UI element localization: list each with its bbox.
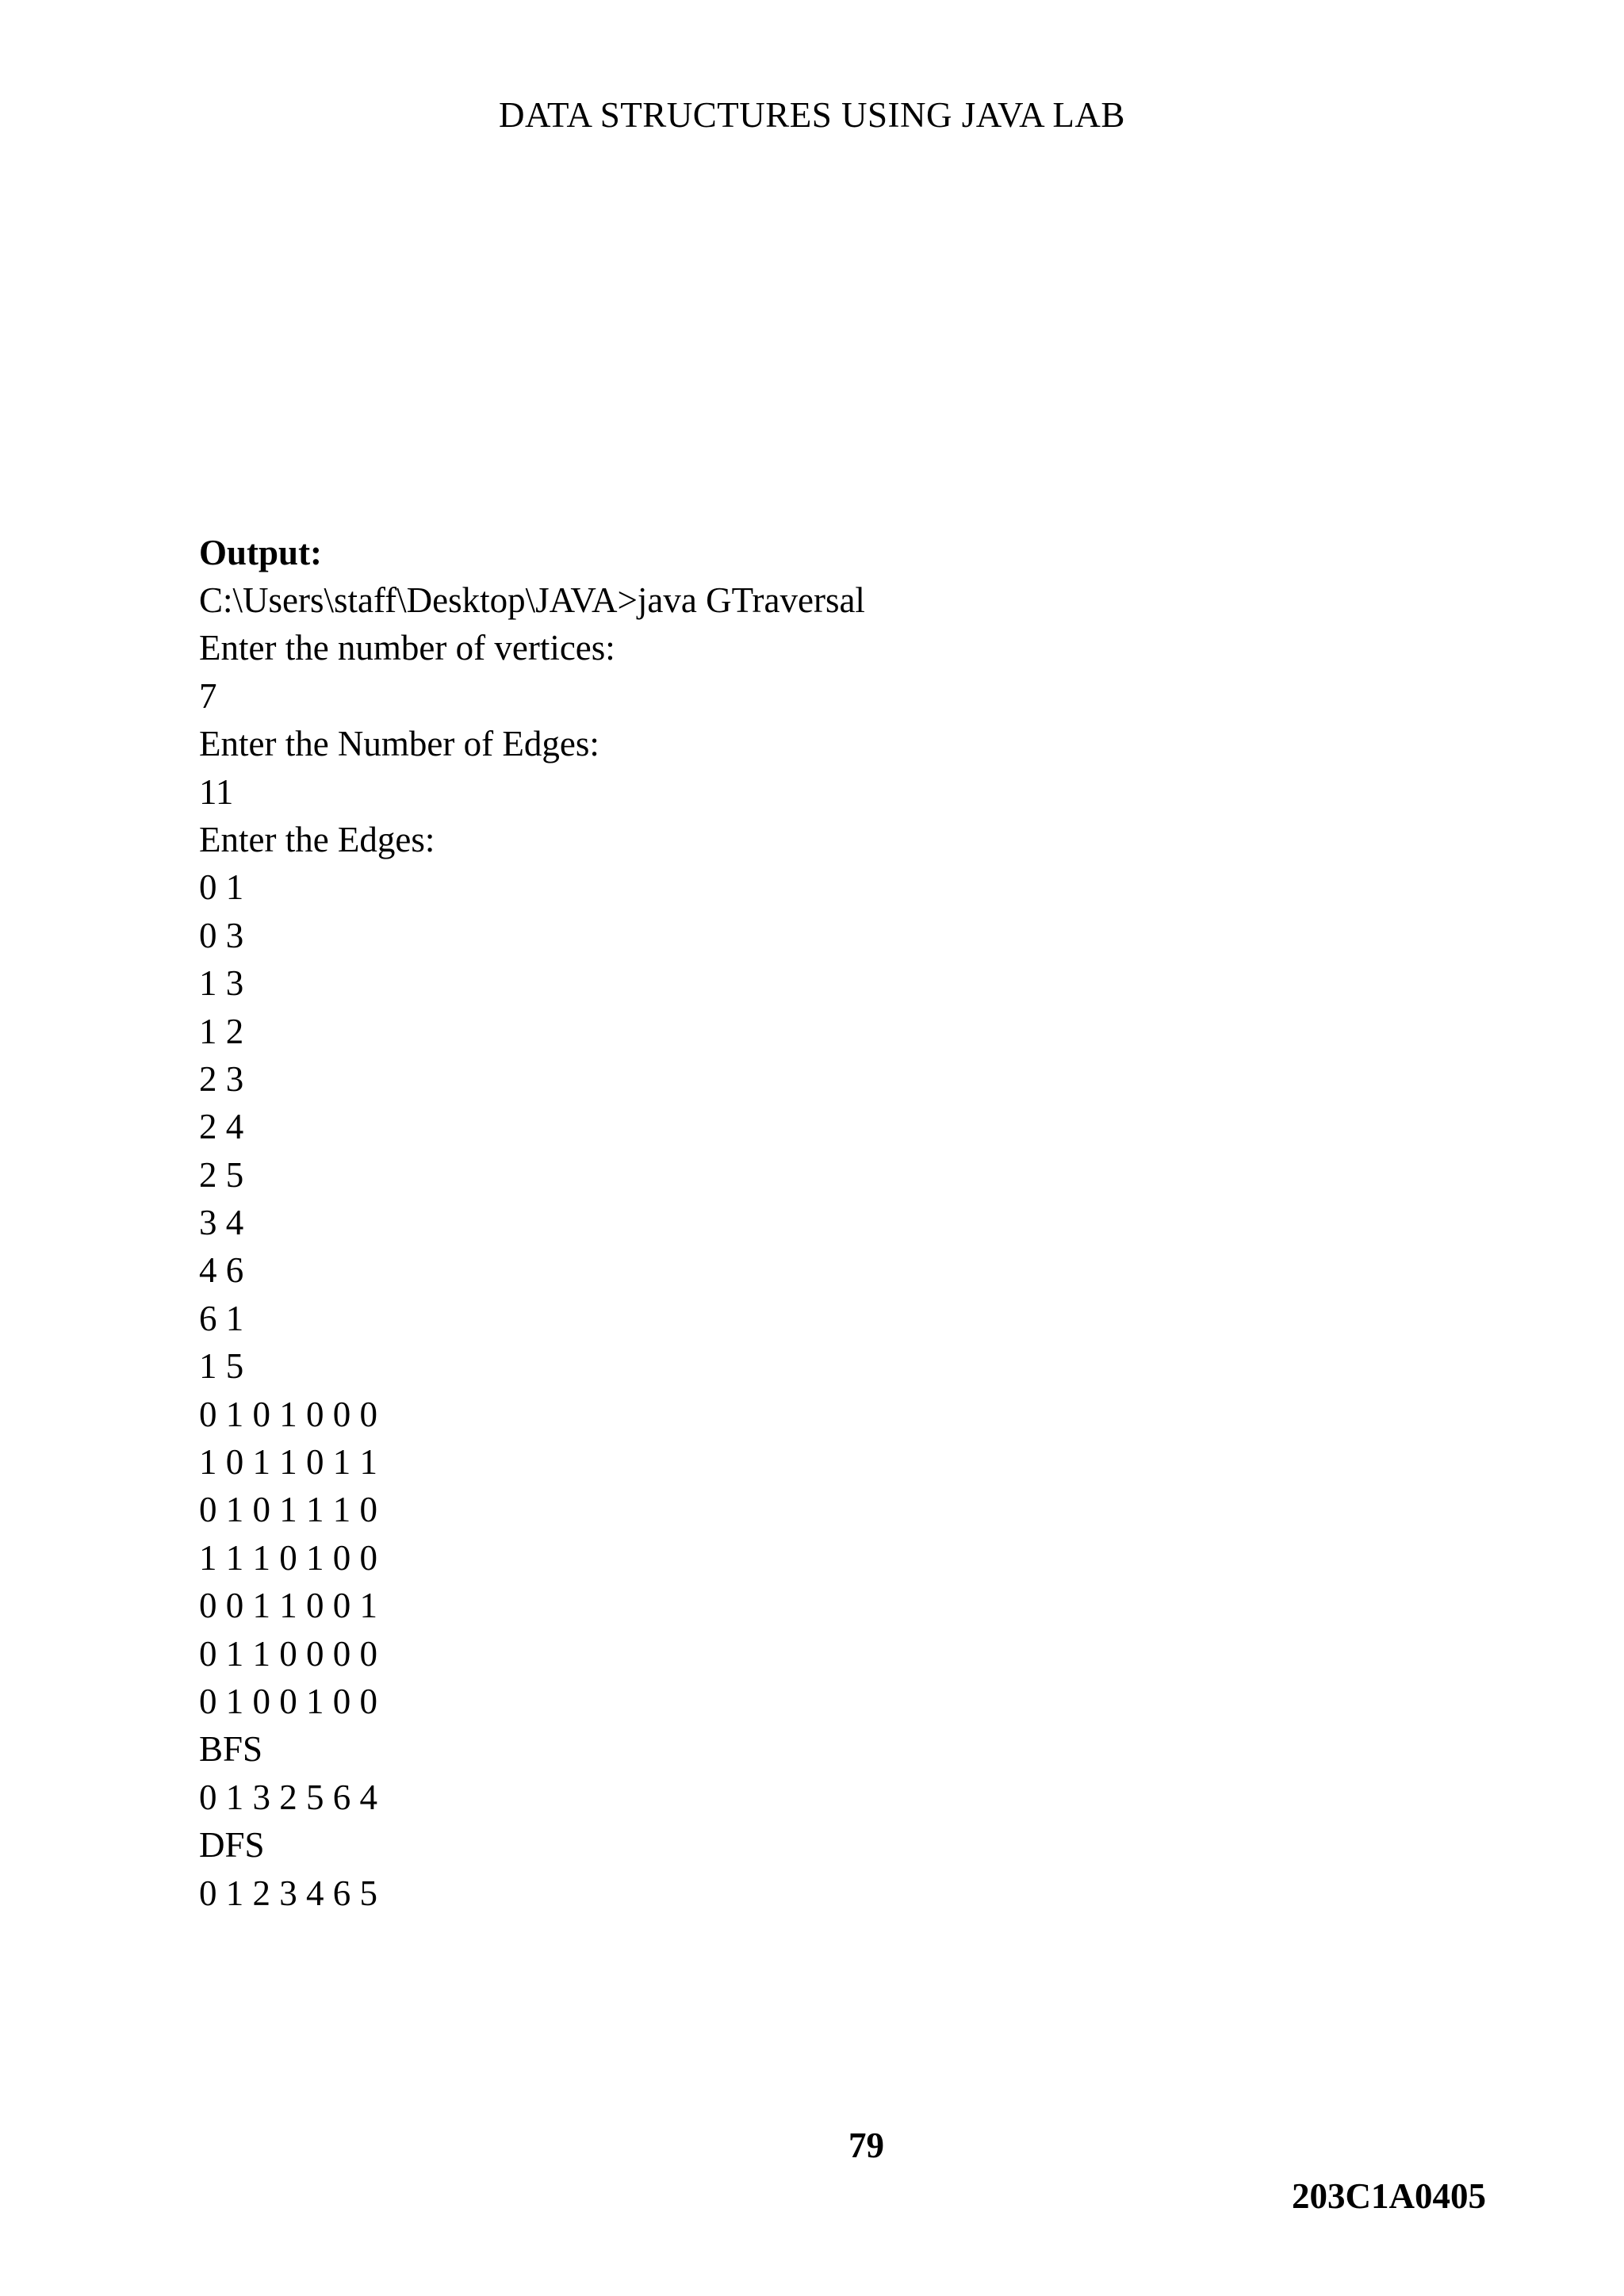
console-line-edge: 3 4: [199, 1203, 244, 1243]
roll-number: 203C1A0405: [1292, 2176, 1486, 2216]
console-line-edges-value: 11: [199, 771, 234, 812]
console-line-bfs-result: 0 1 3 2 5 6 4: [199, 1777, 377, 1817]
console-line-matrix-row: 0 1 0 0 1 0 0: [199, 1681, 377, 1721]
console-line-edge: 0 3: [199, 915, 244, 955]
console-line-prompt-vertices: Enter the number of vertices:: [199, 628, 615, 668]
console-line-edge: 2 5: [199, 1154, 244, 1195]
console-output: [199, 576, 1468, 1917]
console-line-edge: 1 3: [199, 963, 244, 1004]
console-line-edge: 2 4: [199, 1107, 244, 1147]
console-line-edge: 1 2: [199, 1011, 244, 1051]
console-line-bfs-label: BFS: [199, 1729, 263, 1770]
console-line-matrix-row: 1 1 1 0 1 0 0: [199, 1537, 377, 1578]
page-number: 79: [848, 2126, 884, 2165]
console-line-dfs-label: DFS: [199, 1825, 265, 1866]
console-line-prompt-edge-list: Enter the Edges:: [199, 819, 435, 859]
console-line-vertices-value: 7: [199, 675, 217, 716]
console-line-matrix-row: 0 1 1 0 0 0 0: [199, 1633, 377, 1674]
output-heading: Output:: [199, 533, 323, 572]
console-line-command: C:\Users\staff\Desktop\JAVA>java GTraversal: [199, 580, 865, 620]
output-section: [199, 529, 1468, 1917]
console-line-matrix-row: 0 1 0 1 1 1 0: [199, 1490, 377, 1530]
console-line-matrix-row: 0 1 0 1 0 0 0: [199, 1394, 377, 1434]
console-line-matrix-row: 0 0 1 1 0 0 1: [199, 1586, 377, 1626]
console-line-edge: 2 3: [199, 1058, 244, 1099]
console-line-dfs-result: 0 1 2 3 4 6 5: [199, 1873, 377, 1913]
console-line-edge: 6 1: [199, 1298, 244, 1338]
console-line-prompt-edges: Enter the Number of Edges:: [199, 724, 599, 764]
console-line-edge: 4 6: [199, 1250, 244, 1291]
page-header-title: DATA STRUCTURES USING JAVA LAB: [499, 95, 1125, 135]
console-line-matrix-row: 1 0 1 1 0 1 1: [199, 1442, 377, 1483]
console-line-edge: 1 5: [199, 1346, 244, 1387]
console-line-edge: 0 1: [199, 867, 244, 908]
